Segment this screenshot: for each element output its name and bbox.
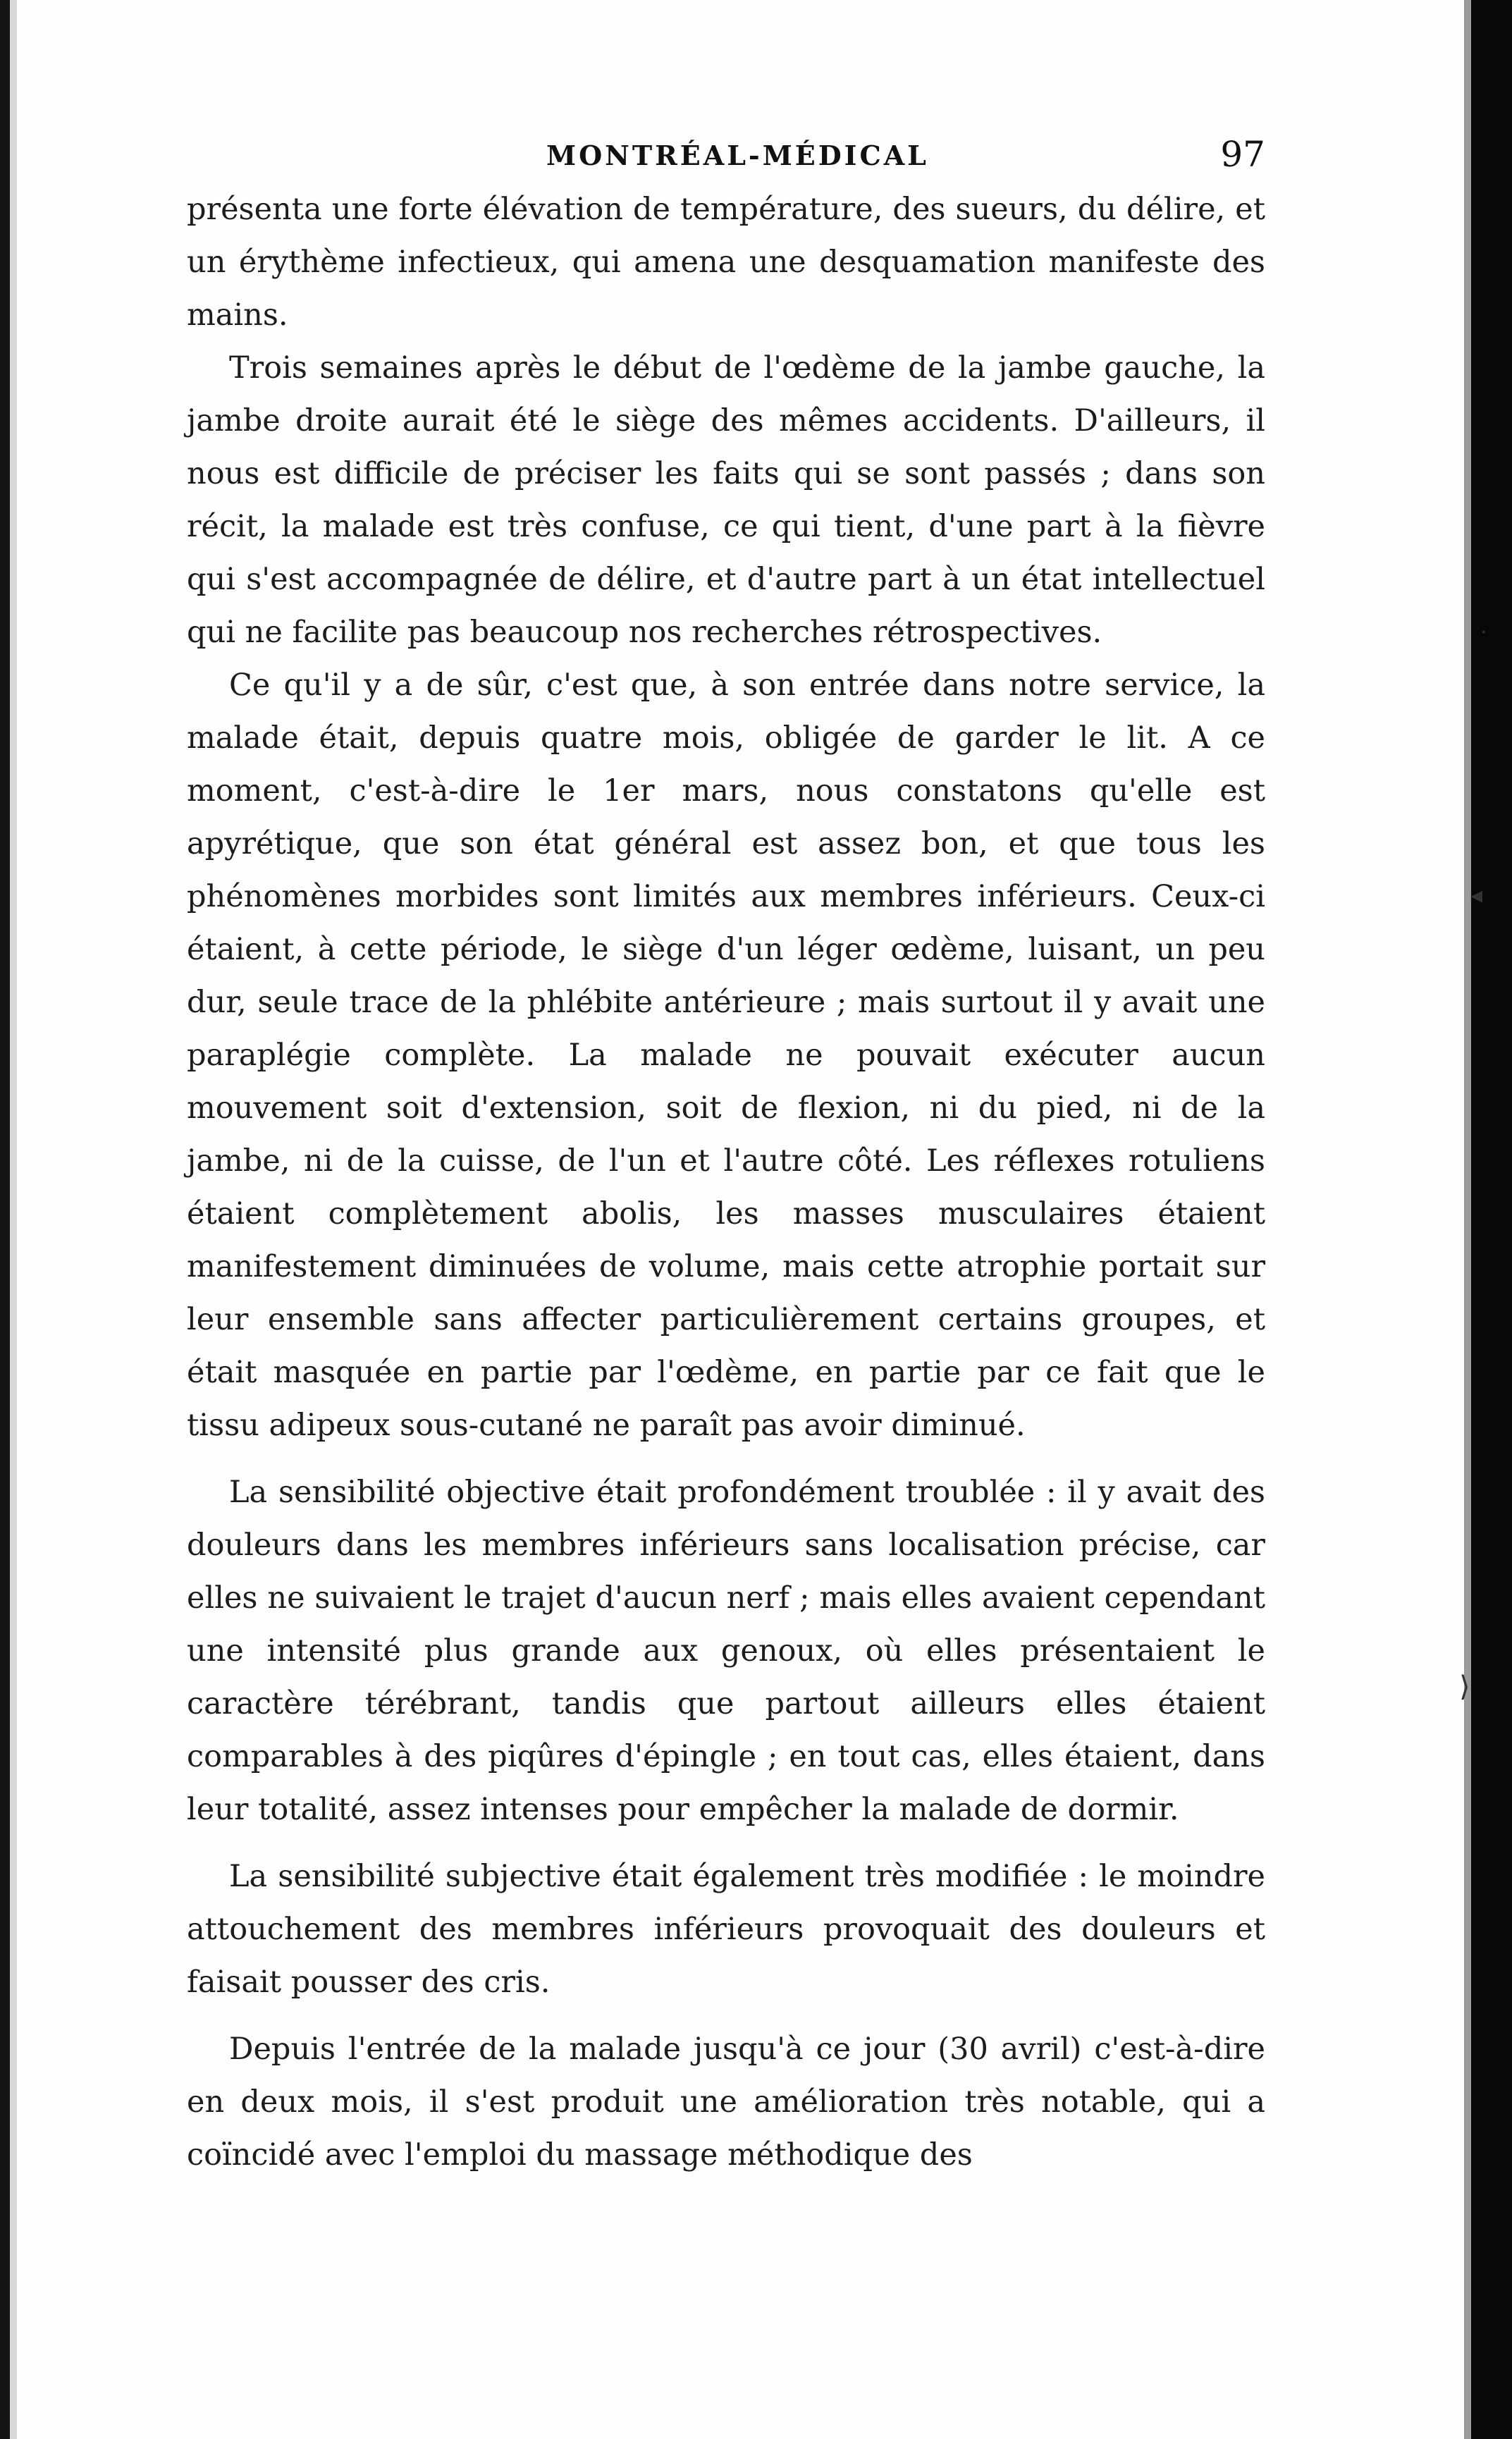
scan-edge-right [1471, 0, 1512, 2439]
paragraph-5: La sensibilité subjective était également très modifiée : le moindre attouchement des membres inférieurs provoquait des douleurs et faisait pousser des cris. [187, 1859, 1265, 2000]
margin-mark: · [1480, 620, 1487, 645]
body-text [187, 183, 1265, 2182]
running-head-title: MONTRÉAL-MÉDICAL [546, 140, 929, 171]
scan-edge-right-shadow [1464, 0, 1471, 2439]
scan-edge-left-shadow [10, 0, 17, 2439]
paragraph-1: présenta une forte élévation de température, des sueurs, du délire, et un érythème infectieux, qui amena une desquamation manifeste des mains. [187, 192, 1265, 333]
running-head [187, 106, 1265, 183]
paragraph-4: La sensibilité objective était profondément troublée : il y avait des douleurs dans les membres inférieurs sans localisation précise, car elles ne suivaient le trajet d'aucun nerf ; mais elles avaient cependant une intensité plus grande aux genoux, où elles présentaient le caractère térébrant, tandis que partout ailleurs elles étaient comparables à des piqûres d'épingle ; en tout cas, elles étaient, dans leur totalité, assez intenses pour empêcher la malade de dormir. [187, 1475, 1265, 1827]
page-number: 97 [1220, 134, 1265, 175]
margin-mark: ⟩ [1459, 1671, 1470, 1703]
margin-mark: ◂ [1470, 881, 1483, 909]
paragraph-6: Depuis l'entrée de la malade jusqu'à ce jour (30 avril) c'est-à-dire en deux mois, il s'est produit une amélioration très notable, qui a coïncidé avec l'emploi du massage méthodique des [187, 2032, 1265, 2173]
paragraph-2: Trois semaines après le début de l'œdème de la jambe gauche, la jambe droite aurait été le siège des mêmes accidents. D'ailleurs, il nous est difficile de préciser les faits qui se sont passés ; dans son récit, la malade est très confuse, ce qui tient, d'une part à la fièvre qui s'est accompagnée de délire, et d'autre part à un état intellectuel qui ne facilite pas beaucoup nos recherches rétrospectives. [187, 350, 1265, 650]
scan-edge-left [0, 0, 10, 2439]
paragraph-3: Ce qu'il y a de sûr, c'est que, à son entrée dans notre service, la malade était, depuis quatre mois, obligée de garder le lit. A ce moment, c'est-à-dire le 1er mars, nous constatons qu'elle est apyrétique, que son état général est assez bon, et que tous les phénomènes morbides sont limités aux membres inférieurs. Ceux-ci étaient, à cette période, le siège d'un léger œdème, luisant, un peu dur, seule trace de la phlébite antérieure ; mais surtout il y avait une paraplégie complète. La malade ne pouvait exécuter aucun mouvement soit d'extension, soit de flexion, ni du pied, ni de la jambe, ni de la cuisse, de l'un et l'autre côté. Les réflexes rotuliens étaient complètement abolis, les masses musculaires étaient manifestement diminuées de volume, mais cette atrophie portait sur leur ensemble sans affecter particulièrement certains groupes, et était masquée en partie par l'œdème, en partie par ce fait que le tissu adipeux sous-cutané ne paraît pas avoir diminué. [187, 668, 1265, 1443]
book-page [187, 106, 1265, 2182]
